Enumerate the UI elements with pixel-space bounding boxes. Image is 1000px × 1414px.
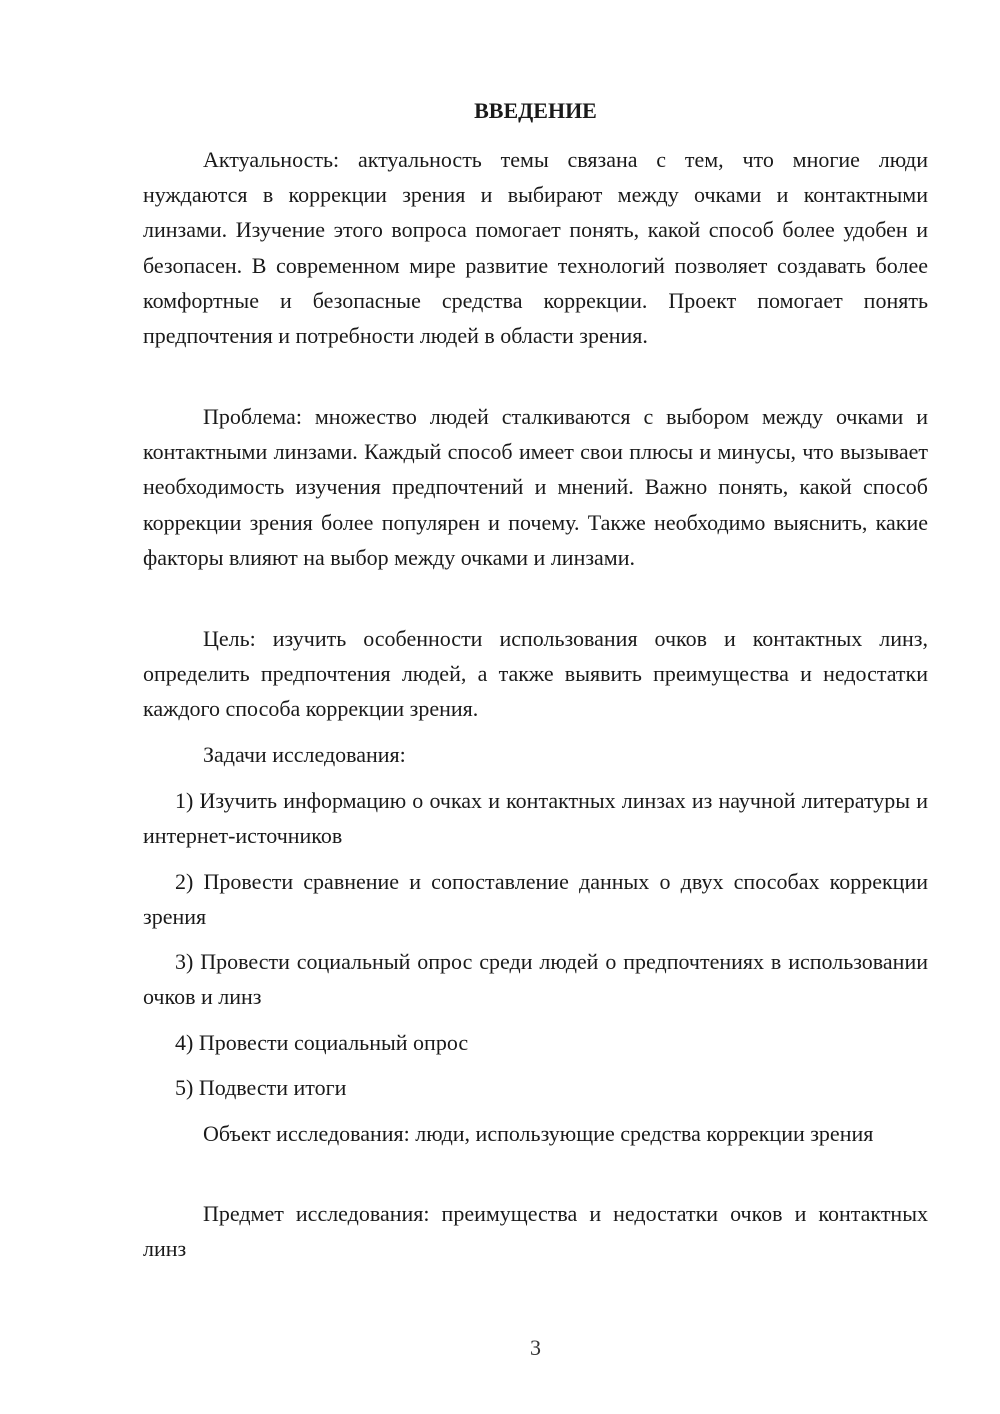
document-page bbox=[143, 0, 928, 1414]
tasks-heading: Задачи исследования: bbox=[203, 742, 406, 767]
subject-paragraph: Предмет исследования: преимущества и недостатки очков и контактных линз bbox=[143, 1201, 928, 1262]
page-number: 3 bbox=[530, 1335, 541, 1360]
task-item-1: 1) Изучить информацию о очках и контактных линзах из научной литературы и интернет-источников bbox=[143, 788, 928, 849]
task-item-4: 4) Провести социальный опрос bbox=[175, 1030, 469, 1055]
page-title: ВВЕДЕНИЕ bbox=[474, 98, 597, 123]
task-item-3: 3) Провести социальный опрос среди людей о предпочтениях в использовании очков и линз bbox=[143, 949, 928, 1010]
problem-paragraph: Проблема: множество людей сталкиваются с выбором между очками и контактными линзами. Каждый способ имеет свои плюсы и минусы, что вызывает необходимость изучения предпочтений и мнений. Важно понять, какой способ коррекции зрения более популярен и почему. Также необходимо выяснить, какие факторы влияют на выбор между очками и линзами. bbox=[143, 404, 928, 570]
relevance-paragraph: Актуальность: актуальность темы связана с тем, что многие люди нуждаются в коррекции зрения и выбирают между очками и контактными линзами. Изучение этого вопроса помогает понять, какой способ более удобен и безопасен. В современном мире развитие технологий позволяет создавать более комфортные и безопасные средства коррекции. Проект помогает понять предпочтения и потребности людей в области зрения. bbox=[143, 147, 928, 349]
goal-paragraph: Цель: изучить особенности использования очков и контактных линз, определить предпочтения людей, а также выявить преимущества и недостатки каждого способа коррекции зрения. bbox=[143, 626, 928, 722]
task-item-5: 5) Подвести итоги bbox=[175, 1075, 347, 1100]
task-item-2: 2) Провести сравнение и сопоставление данных о двух способах коррекции зрения bbox=[143, 869, 928, 930]
object-paragraph: Объект исследования: люди, использующие средства коррекции зрения bbox=[203, 1121, 874, 1146]
